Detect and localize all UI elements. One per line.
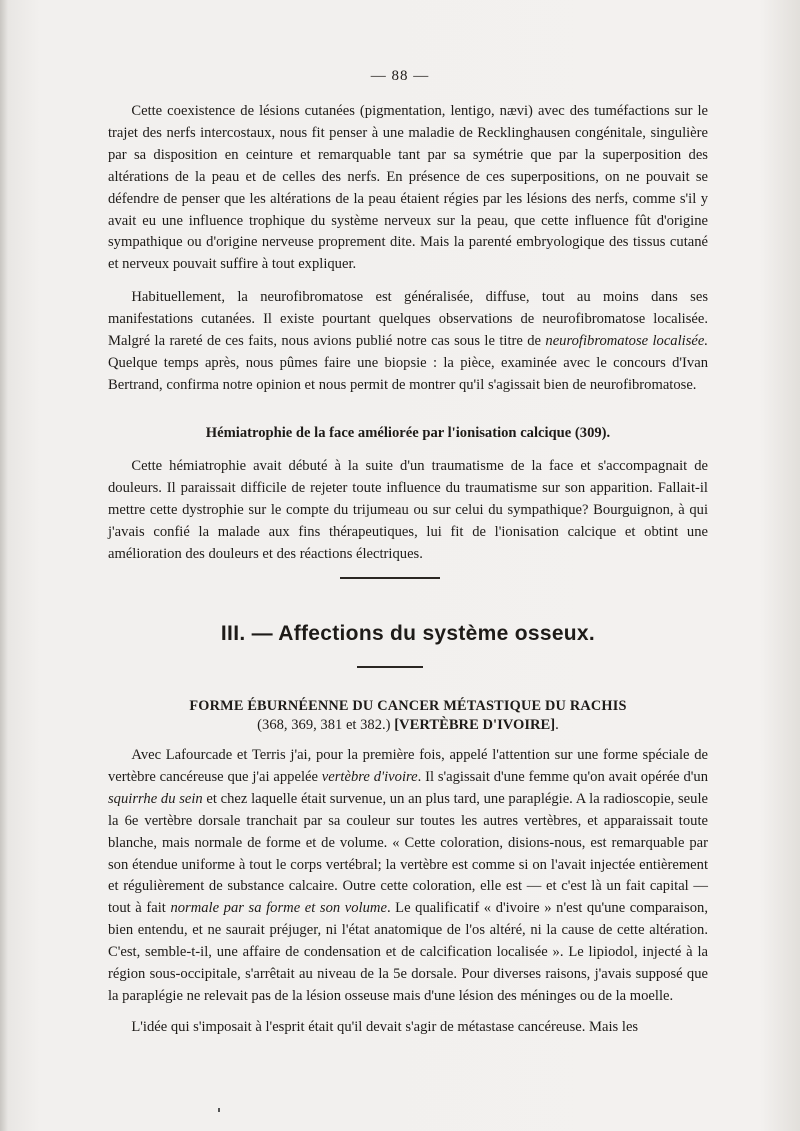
- paragraph-neurofibromatose: [108, 287, 708, 397]
- paragraph-text: et chez laquelle était survenue, un an plus tard, une paraplégie. A la radioscopie, seule la 6e vertèbre dorsale tranchait par sa couleur sur toutes les autres vertèbres, et apparaissait toute blanche, mais normale de forme et de volume. « Cette coloration, disions-nous, est remarquable par son étendue uniforme à tout le corps vertébral; la vertèbre est comme si on l'avait injectée entièrement et régulièrement de substance calcaire. Outre cette coloration, elle est — et c'est là un fait capital — tout à fait: [108, 790, 708, 917]
- italic-term: neurofibromatose localisée.: [545, 332, 709, 349]
- heading-cancer-rachis: FORME ÉBURNÉENNE DU CANCER MÉTASTIQUE DU RACHIS: [189, 698, 627, 714]
- italic-term: normale par sa forme et son volume: [170, 900, 387, 917]
- heading-references: [108, 717, 708, 734]
- page-edge-shadow: [0, 0, 8, 1131]
- italic-term: squirrhe du sein: [108, 790, 203, 807]
- section-title-underline: [357, 666, 423, 668]
- italic-term: vertèbre d'ivoire: [321, 768, 418, 785]
- page-number: — 88 —: [370, 68, 430, 84]
- heading-hemiatrophie: Hémiatrophie de la face améliorée par l'ionisation calcique (309).: [205, 425, 611, 441]
- paragraph-vertebre-ivoire: [108, 745, 708, 1008]
- paragraph-hemiatrophie: Cette hémiatrophie avait débuté à la suite d'un traumatisme de la face et s'accompagnait de douleurs. Il paraissait difficile de rejeter toute influence du traumatisme sur son apparition. Fallait-il mettre cette dystrophie sur le compte du trijumeau ou sur celui du sympathique? Bourguignon, à qui j'avais confié la malade aux fins thérapeutiques, lui fit de l'ionisation calcique et obtint une amélioration des douleurs et des réactions électriques.: [108, 458, 708, 562]
- section-title: III. — Affections du système osseux.: [220, 622, 596, 645]
- paragraph-text: Quelque temps après, nous pûmes faire une biopsie : la pièce, examinée avec le concours d'Ivan Bertrand, confirma notre opinion et nous permit de montrer qu'il s'agissait bien de neurofibromatose.: [108, 354, 708, 393]
- paragraph-recklinghausen: Cette coexistence de lésions cutanées (pigmentation, lentigo, nævi) avec des tuméfactions sur le trajet des nerfs intercostaux, nous fit penser à une maladie de Recklinghausen congénitale, singulière par sa disposition en ceinture et remarquable tant par sa symétrie que par la superposition des altérations de la peau et de celles des nerfs. En présence de ces superpositions, on ne pouvait se défendre de penser que les altérations de la peau étaient régies par les lésions des nerfs, comme s'il y avait eu une influence trophique du système nerveux sur la peau, que cette influence fût d'origine sympathique ou d'origine nerveuse proprement dite. Mais la parenté embryologique des tissus cutané et nerveux pouvait suffire à tout expliquer.: [108, 103, 708, 273]
- paragraph-text: . Il s'agissait d'une femme qu'on avait opérée d'un: [417, 768, 708, 785]
- reference-numbers: (368, 369, 381 et 382.): [257, 717, 395, 733]
- print-speck: [218, 1108, 220, 1112]
- paragraph-text: Habituellement, la neurofibromatose est généralisée, diffuse, tout au moins dans ses manifestations cutanées. Il existe pourtant quelques observations de neurofibromatose localisée. Malgré la rareté de ces faits, nous avions publié notre cas sous le titre de: [108, 289, 708, 349]
- section-divider: [340, 577, 440, 579]
- vertebre-ivoire-label: [VERTÈBRE D'IVOIRE]: [394, 717, 556, 733]
- heading-period: .: [555, 717, 559, 733]
- paragraph-text: Avec Lafourcade et Terris j'ai, pour la première fois, appelé l'attention sur une forme spéciale de vertèbre cancéreuse que j'ai appelée: [108, 747, 708, 785]
- paragraph-text: . Le qualificatif « d'ivoire » n'est qu'une comparaison, bien entendu, et ne saurait préjuger, ni l'état anatomique de l'os altéré, ni la cause de cette altération. C'est, semble-t-il, une affaire de condensation et de calcification localisée ». Le lipiodol, injecté à la région sous-occipitale, s'arrêtait au niveau de la 5e dorsale. Pour diverses raisons, j'avais supposé que la paraplégie ne relevait pas de la lésion osseuse mais d'une lésion des méninges ou de la moelle.: [108, 900, 709, 1004]
- paragraph-metastase: L'idée qui s'imposait à l'esprit était qu'il devait s'agir de métastase cancéreuse. Mais les: [131, 1019, 639, 1035]
